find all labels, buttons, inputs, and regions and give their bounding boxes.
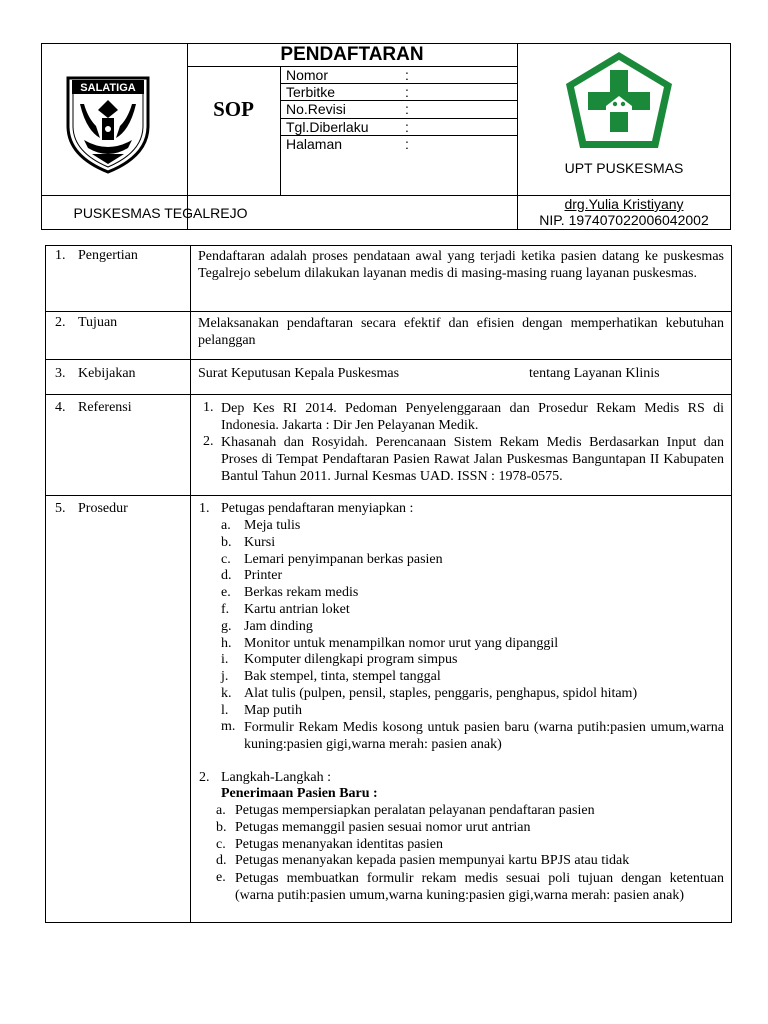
row-label-prosedur: Prosedur — [78, 501, 128, 516]
kebijakan-text-b: tentang Layanan Klinis — [529, 366, 660, 381]
referensi-item-1-num: 1. — [203, 400, 214, 415]
prosedur-step2-title: Langkah-Langkah : — [221, 770, 332, 785]
list-item: a. Meja tulis — [221, 518, 301, 533]
field-revisi-sep: : — [405, 101, 409, 117]
equipment-m-text: Formulir Rekam Medis kosong untuk pasien baru (warna putih:pasien umum,warna kuning:pasien gigi,warna merah: pasien anak) — [244, 720, 724, 752]
crest-banner-text: SALATIGA — [80, 82, 136, 94]
sop-label: SOP — [213, 97, 254, 121]
row-label-kebijakan: Kebijakan — [78, 366, 136, 381]
list-item: a. Petugas mempersiapkan peralatan pelayanan pendaftaran pasien — [216, 803, 595, 818]
prosedur-step1-num: 1. — [199, 501, 210, 516]
list-item: l. Map putih — [221, 702, 302, 718]
salatiga-crest-logo — [62, 74, 154, 174]
puskesmas-logo — [562, 50, 676, 150]
list-item: b. Kursi — [221, 534, 276, 550]
referensi-item-2-num: 2. — [203, 434, 214, 449]
kebijakan-text-a: Surat Keputusan Kepala Puskesmas — [198, 366, 400, 381]
field-revisi-label: No.Revisi — [286, 101, 346, 117]
prosedur-step2-num: 2. — [199, 770, 210, 785]
penerimaan-subhead: Penerimaan Pasien Baru : — [221, 786, 378, 801]
list-item: f. Kartu antrian loket — [221, 601, 350, 617]
list-item: c. Lemari penyimpanan berkas pasien — [221, 551, 443, 567]
list-item: d. Petugas menanyakan kepada pasien mempunyai kartu BPJS atau tidak — [216, 853, 630, 869]
step-e-label: e. — [216, 870, 226, 885]
org-right-name: UPT PUSKESMAS — [564, 160, 684, 176]
list-item: g. Jam dinding — [221, 618, 313, 634]
prosedur-step1-title: Petugas pendaftaran menyiapkan : — [221, 501, 414, 516]
row-num-referensi: 4. — [55, 400, 66, 415]
list-item: b. Petugas memanggil pasien sesuai nomor urut antrian — [216, 819, 531, 835]
equipment-m-label: m. — [221, 719, 236, 734]
pengertian-text: Pendaftaran adalah proses pendataan awal yang terjadi ketika pasien datang ke puskesmas Tegalrejo sebelum dilakukan layanan medis di masing-masing ruang layanan puskesmas. — [198, 249, 724, 281]
field-nomor-label: Nomor — [286, 67, 329, 83]
referensi-item-1: Dep Kes RI 2014. Pedoman Penyelenggaraan dan Prosedur Rekam Medis RS di Indonesia. Jakarta : Dir Jen Pelayanan Medik. — [221, 401, 724, 433]
list-item: d. Printer — [221, 568, 283, 584]
field-halaman-sep: : — [405, 136, 409, 152]
field-halaman-label: Halaman — [286, 136, 343, 152]
steps-list — [216, 803, 629, 870]
step-e-text: Petugas membuatkan formulir rekam medis sesuai poli tujuan dengan ketentuan (warna putih:pasien umum,warna kuning:pasien gigi,warna merah: pasien anak) — [235, 871, 724, 903]
row-num-pengertian: 1. — [55, 248, 66, 263]
list-item: c. Petugas menanyakan identitas pasien — [216, 836, 443, 852]
list-item: h. Monitor untuk menampilkan nomor urut yang dipanggil — [221, 635, 559, 651]
row-label-referensi: Referensi — [78, 400, 132, 415]
field-diberlaku-label: Tgl.Diberlaku — [286, 119, 369, 135]
signatory-nip: NIP. 197407022006042002 — [539, 212, 709, 228]
list-item: k. Alat tulis (pulpen, pensil, staples, penggaris, penghapus, spidol hitam) — [221, 685, 638, 701]
list-item: e. Berkas rekam medis — [221, 585, 359, 601]
signatory-name: drg.Yulia Kristiyany — [564, 196, 684, 212]
row-label-pengertian: Pengertian — [78, 248, 138, 263]
row-label-tujuan: Tujuan — [78, 315, 118, 330]
row-num-kebijakan: 3. — [55, 366, 66, 381]
row-num-tujuan: 2. — [55, 315, 66, 330]
list-item: i. Komputer dilengkapi program simpus — [221, 652, 458, 668]
equipment-list — [221, 518, 637, 720]
field-nomor-sep: : — [405, 67, 409, 83]
field-terbitke-label: Terbitke — [286, 84, 336, 100]
field-terbitke-sep: : — [405, 84, 409, 100]
row-num-prosedur: 5. — [55, 501, 66, 516]
list-item: j. Bak stempel, tinta, stempel tanggal — [221, 669, 441, 685]
document-title: PENDAFTARAN — [280, 44, 424, 65]
tujuan-text: Melaksanakan pendaftaran secara efektif dan efisien dengan memperhatikan kebutuhan pelanggan — [198, 316, 724, 348]
field-diberlaku-sep: : — [405, 119, 409, 135]
org-left-name: PUSKESMAS TEGALREJO — [73, 205, 248, 221]
referensi-item-2: Khasanah dan Rosyidah. Perencanaan Sistem Rekam Medis Berdasarkan Input dan Proses di Tempat Pendaftaran Pasien Rawat Jalan Puskesmas Banguntapan II Kabupaten Bantul Tahun 2011. Jurnal Kesmas UAD. ISSN : 1978-0575. — [221, 435, 724, 484]
